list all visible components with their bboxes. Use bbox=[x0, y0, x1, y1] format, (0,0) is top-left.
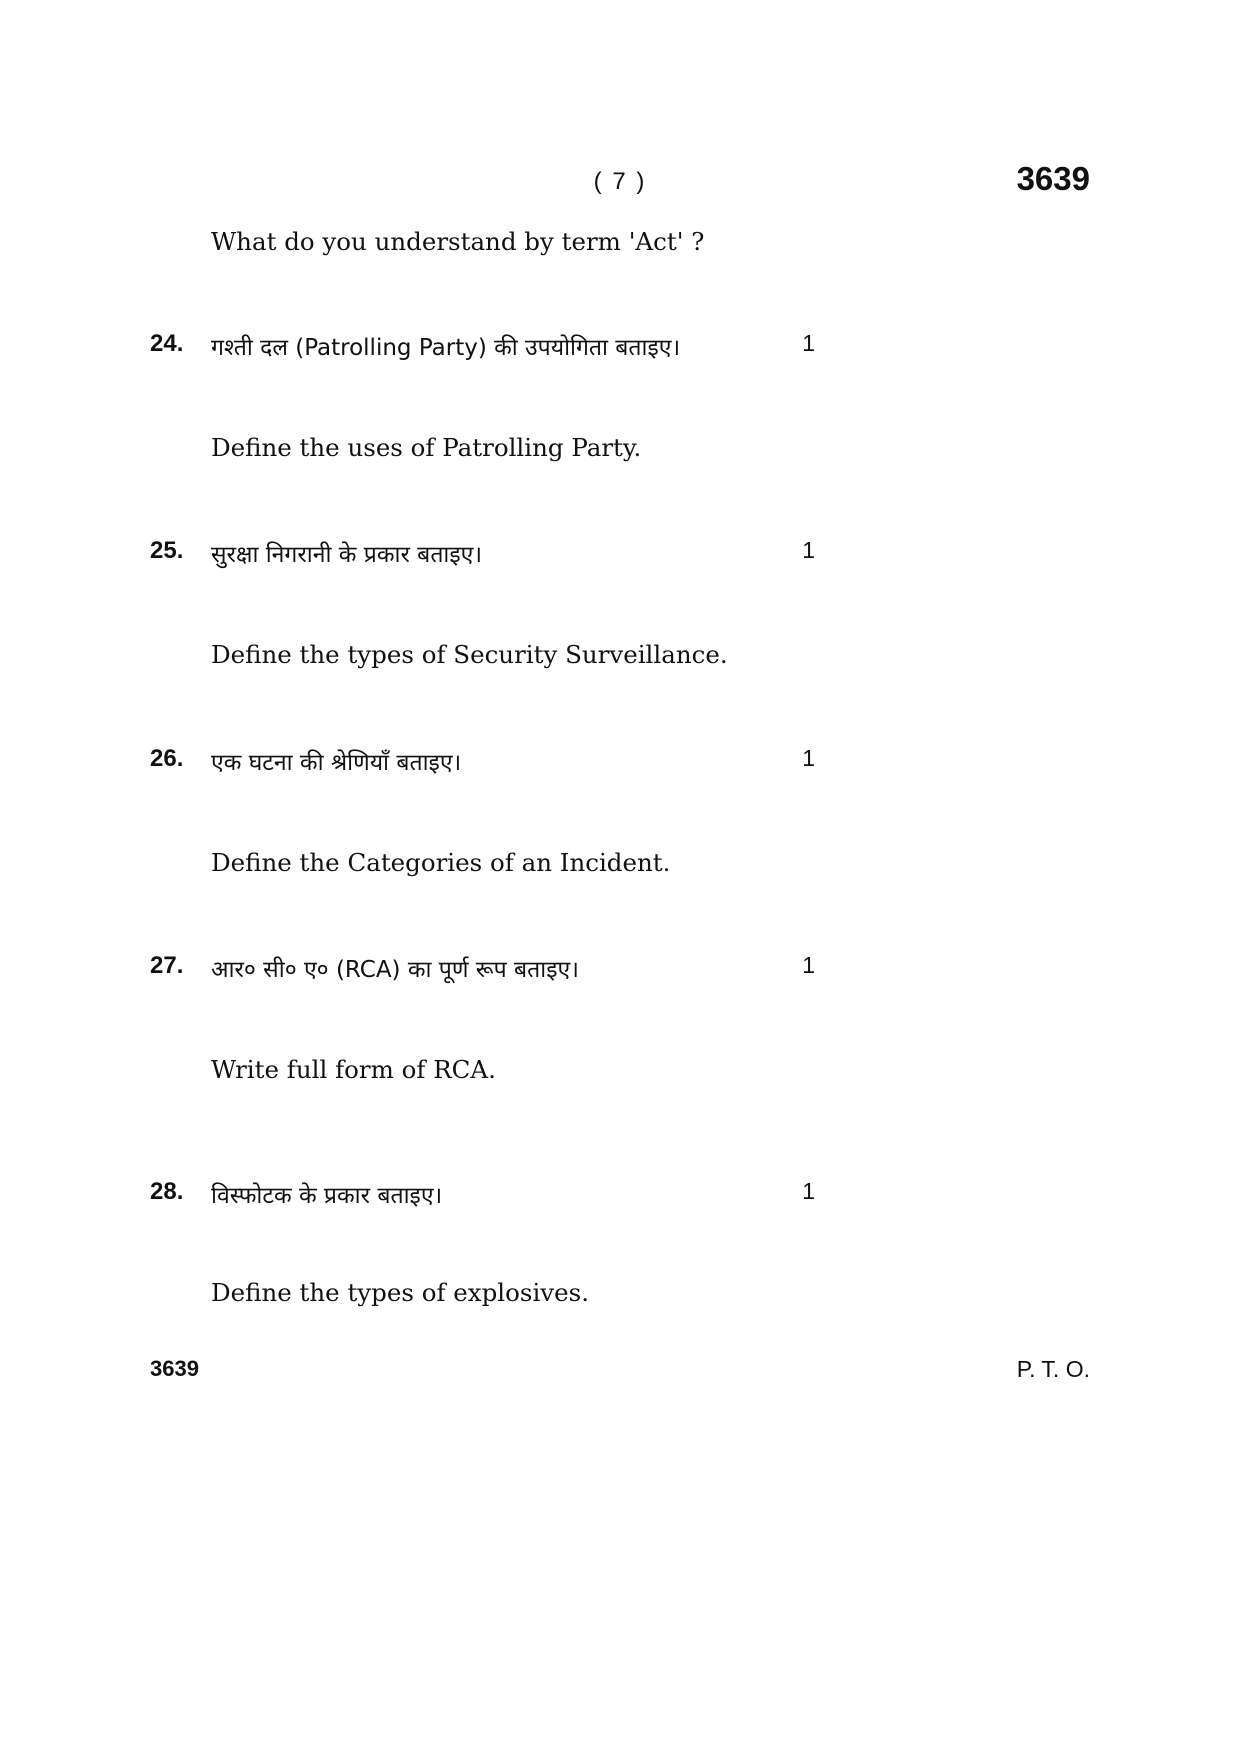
question-24-english: Define the uses of Patrolling Party. bbox=[211, 433, 642, 462]
please-turn-over: P. T. O. bbox=[1016, 1356, 1090, 1382]
paper-code-header: 3639 bbox=[1016, 160, 1090, 197]
question-number: 24. bbox=[150, 330, 184, 357]
question-marks: 1 bbox=[802, 745, 815, 771]
question-25 bbox=[150, 537, 815, 573]
question-27 bbox=[150, 952, 815, 988]
question-number: 26. bbox=[150, 745, 184, 772]
question-marks: 1 bbox=[802, 952, 815, 978]
question-24 bbox=[150, 330, 815, 366]
question-28-english: Define the types of explosives. bbox=[211, 1278, 589, 1307]
question-hindi-text: आर० सी० ए० (RCA) का पूर्ण रूप बताइए। bbox=[211, 957, 579, 983]
question-26 bbox=[150, 745, 815, 781]
question-28 bbox=[150, 1178, 815, 1214]
question-number: 28. bbox=[150, 1178, 184, 1205]
paper-code-footer: 3639 bbox=[150, 1356, 199, 1381]
intro-english-question: What do you understand by term 'Act' ? bbox=[211, 227, 705, 256]
page-number: ( 7 ) bbox=[593, 168, 647, 195]
question-hindi-text: एक घटना की श्रेणियाँ बताइए। bbox=[211, 750, 462, 776]
question-27-english: Write full form of RCA. bbox=[211, 1055, 496, 1084]
question-26-english: Define the Categories of an Incident. bbox=[211, 848, 671, 877]
question-marks: 1 bbox=[802, 330, 815, 356]
question-number: 25. bbox=[150, 537, 184, 564]
question-marks: 1 bbox=[802, 1178, 815, 1204]
question-25-english: Define the types of Security Surveillance. bbox=[211, 640, 728, 669]
question-number: 27. bbox=[150, 952, 184, 979]
question-marks: 1 bbox=[802, 537, 815, 563]
question-hindi-text: सुरक्षा निगरानी के प्रकार बताइए। bbox=[211, 542, 483, 568]
question-hindi-text: गश्ती दल (Patrolling Party) की उपयोगिता बताइए। bbox=[211, 335, 681, 361]
question-hindi-text: विस्फोटक के प्रकार बताइए। bbox=[211, 1183, 443, 1209]
